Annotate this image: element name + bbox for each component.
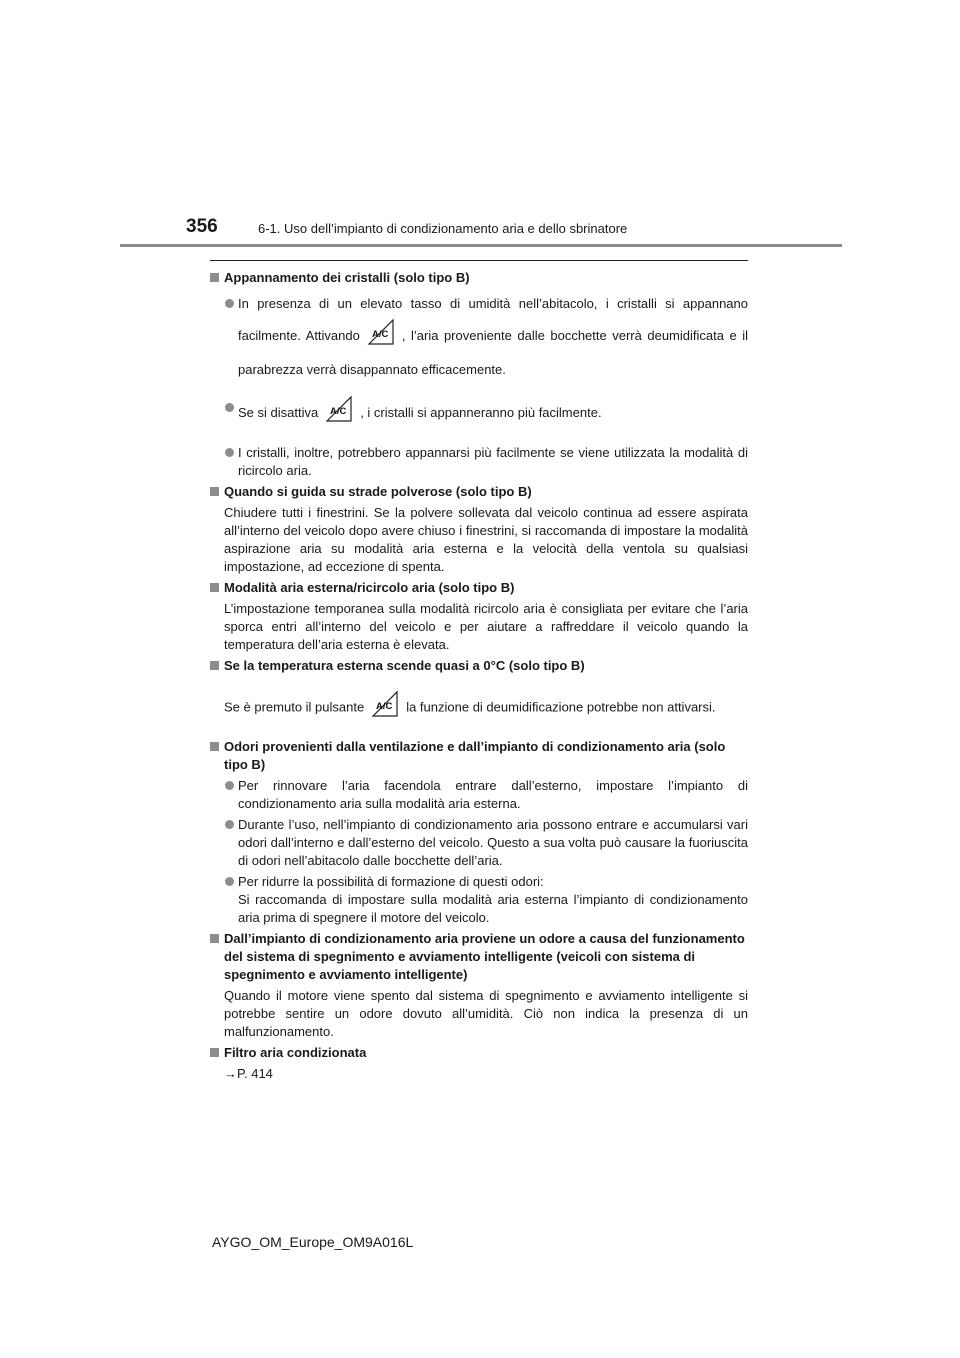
paragraph-text: la funzione di deumidificazione potrebbe non attivarsi. xyxy=(406,699,716,715)
ac-button-icon xyxy=(366,317,396,356)
svg-text:A/C: A/C xyxy=(376,701,393,712)
section-title-stop-start-odor: Dall’impianto di condizionamento aria proviene un odore a causa del funzionamento del sistema di spegnimento e avviamento intelligente (veicoli con sistema di spegnimento e avviamento intelligente) xyxy=(210,930,748,984)
ac-button-icon xyxy=(324,394,354,433)
content-rule xyxy=(210,260,748,261)
bullet-odors-outside-air: Per rinnovare l’aria facendola entrare dall’esterno, impostare l’impianto di condizionamento aria sulla modalità aria esterna. xyxy=(210,777,748,813)
footer-doc-id: AYGO_OM_Europe_OM9A016L xyxy=(212,1234,414,1250)
section-title-low-temperature: Se la temperatura esterna scende quasi a 0°C (solo tipo B) xyxy=(210,657,748,675)
bullet-text: , l’aria proveniente dalle bocchette verrà deumidificata e il parabrezza verrà disappannato efficacemente. xyxy=(238,327,748,377)
bullet-odors-reduce xyxy=(210,873,748,927)
bullet-fogging-recirculation: I cristalli, inoltre, potrebbero appannarsi più facilmente se viene utilizzata la modalità di ricircolo aria. xyxy=(210,444,748,480)
section-title-air-filter: Filtro aria condizionata xyxy=(210,1044,748,1062)
bullet-text: , i cristalli si appanneranno più facilmente. xyxy=(360,404,602,420)
bullet-fogging-ac-off xyxy=(210,394,748,433)
section-title-fogging: Appannamento dei cristalli (solo tipo B) xyxy=(210,269,748,287)
section-title-air-mode: Modalità aria esterna/ricircolo aria (solo tipo B) xyxy=(210,579,748,597)
page-reference-link[interactable]: →P. 414 xyxy=(224,1066,273,1081)
page-number: 356 xyxy=(186,216,218,237)
ac-button-icon xyxy=(370,689,400,727)
section-title-odors: Odori provenienti dalla ventilazione e dall’impianto di condizionamento aria (solo tipo B) xyxy=(210,738,748,774)
bullet-text: Se si disattiva xyxy=(238,404,319,420)
section-title-dusty-roads: Quando si guida su strade polverose (solo tipo B) xyxy=(210,483,748,501)
bullet-text: Per ridurre la possibilità di formazione di questi odori: xyxy=(238,874,544,889)
paragraph-text: Se è premuto il pulsante xyxy=(224,699,365,715)
bullet-odors-accumulate: Durante l’uso, nell’impianto di condizionamento aria possono entrare e accumularsi vari odori dall’interno e dall’esterno del veicolo. Questo a sua volta può causare la fuoriuscita di odori nell’abitacolo dalle bocchette dell’aria. xyxy=(210,816,748,870)
header-rule xyxy=(120,244,842,247)
page-content xyxy=(210,266,748,1083)
bullet-text: In presenza di un elevato tasso di umidità nell’abitacolo, i cristalli si appannano facilmente. Attivando xyxy=(238,296,748,343)
paragraph-dusty-roads: Chiudere tutti i finestrini. Se la polvere sollevata dal veicolo continua ad essere aspirata all’interno del veicolo dopo avere chiuso i finestrini, si raccomanda di impostare la modalità aspirazione aria su modalità aria esterna e la velocità della ventola su qualsiasi impostazione, ad eccezione di spenta. xyxy=(224,505,748,574)
paragraph-low-temperature xyxy=(210,689,748,727)
paragraph-stop-start-odor: Quando il motore viene spento dal sistema di spegnimento e avviamento intelligente si potrebbe sentire un odore dovuto all’umidità. Ciò non indica la presenza di un malfunzionamento. xyxy=(224,988,748,1039)
svg-text:A/C: A/C xyxy=(371,329,389,340)
chapter-title: 6-1. Uso dell’impianto di condizionamento aria e dello sbrinatore xyxy=(258,221,628,236)
paragraph-air-mode: L’impostazione temporanea sulla modalità ricircolo aria è consigliata per evitare che l’aria sporca entri all’interno del veicolo e per aiutare a raffreddare il veicolo quando la temperatura dell’aria esterna è elevata. xyxy=(224,601,748,652)
bullet-fogging-ac-on xyxy=(210,290,748,383)
svg-text:A/C: A/C xyxy=(330,406,347,417)
bullet-text: Si raccomanda di impostare sulla modalità aria esterna l’impianto di condizionamento aria prima di spegnere il motore del veicolo. xyxy=(238,892,748,925)
